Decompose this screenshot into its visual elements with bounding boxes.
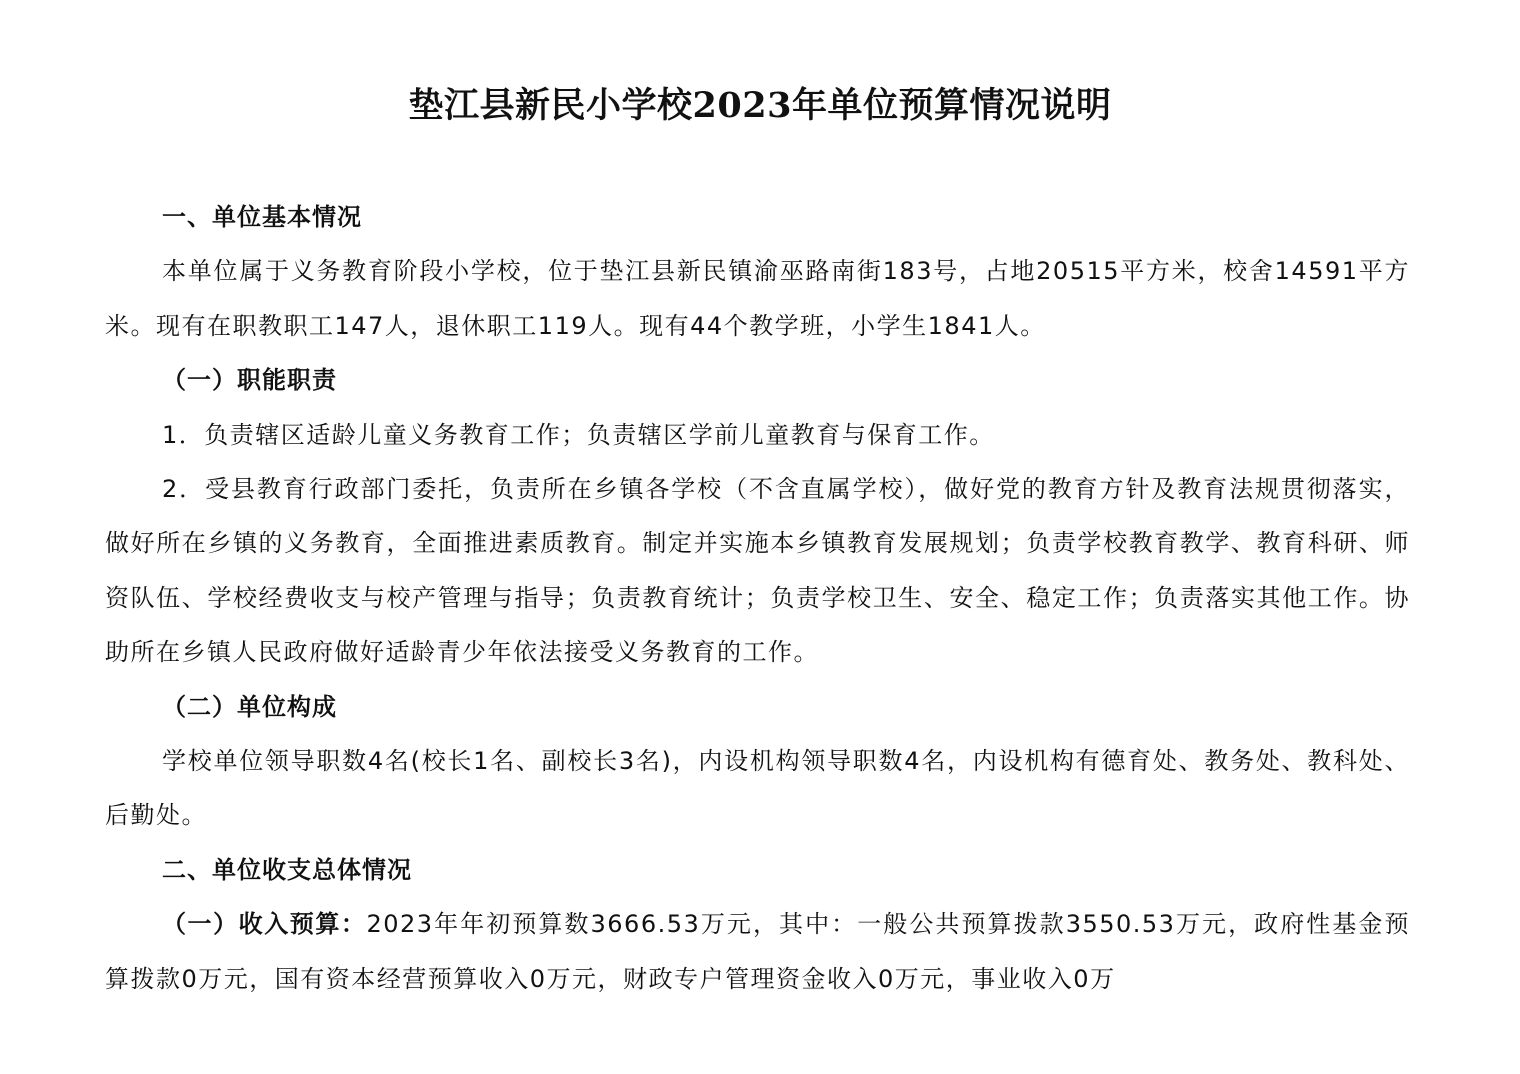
income-paragraph <box>105 897 1410 1006</box>
duty-item-1: 1．负责辖区适龄儿童义务教育工作；负责辖区学前儿童教育与保育工作。 <box>162 420 995 449</box>
duties-heading-label: （一）职能职责 <box>162 366 337 395</box>
document-body <box>105 190 1410 1006</box>
duties-heading <box>105 353 1410 407</box>
section-1-heading: 一、单位基本情况 <box>162 203 362 231</box>
section-1-intro-paragraph: 本单位属于义务教育阶段小学校，位于垫江县新民镇渝巫路南街183号，占地20515平方米，校舍14591平方米。现有在职教职工147人，退休职工119人。现有44个教学班，小学生1841人。 <box>105 257 1410 340</box>
section-2-heading: 二、单位收支总体情况 <box>162 855 412 884</box>
income-label: （一）收入预算： <box>162 910 367 939</box>
document-title: 垫江县新民小学校2023年单位预算情况说明 <box>408 85 1112 126</box>
duty-item-2: 2．受县教育行政部门委托，负责所在乡镇各学校（不含直属学校），做好党的教育方针及教育法规贯彻落实，做好所在乡镇的义务教育，全面推进素质教育。制定并实施本乡镇教育发展规划；负责学校教育教学、教育科研、师资队伍、学校经费收支与校产管理与指导；负责教育统计；负责学校卫生、安全、稳定工作；负责落实其他工作。协助所在乡镇人民政府做好适龄青少年依法接受义务教育的工作。 <box>105 475 1410 667</box>
structure-heading-label: （二）单位构成 <box>162 692 337 721</box>
structure-paragraph: 学校单位领导职数4名(校长1名、副校长3名)，内设机构领导职数4名，内设机构有德育处、教务处、教科处、后勤处。 <box>105 747 1410 830</box>
income-text: 2023年年初预算数3666.53万元，其中：一般公共预算拨款3550.53万元，政府性基金预算拨款0万元，国有资本经营预算收入0万元，财政专户管理资金收入0万元，事业收入0万 <box>105 910 1410 993</box>
structure-heading <box>105 680 1410 734</box>
